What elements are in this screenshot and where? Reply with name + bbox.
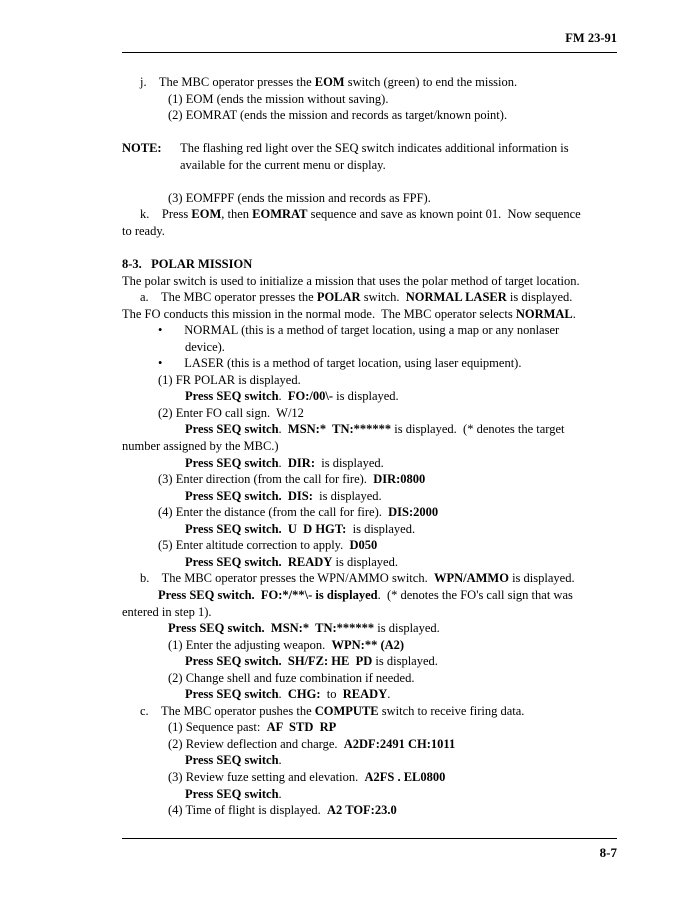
- text-run: is displayed. (* denotes the target: [391, 422, 565, 437]
- blank-line: [122, 173, 617, 190]
- text-run: .: [278, 786, 282, 801]
- document-line: [122, 736, 617, 753]
- text-run: • LASER (this is a method of target location, using laser equipment).: [158, 356, 522, 371]
- header-doc-number: FM 23-91: [565, 31, 617, 45]
- document-line: [122, 405, 617, 422]
- document-line: [122, 686, 617, 703]
- document-line: [122, 388, 617, 405]
- text-run-bold: POLAR: [316, 290, 361, 305]
- text-run: (3) EOMFPF (ends the mission and records as FPF).: [168, 190, 431, 205]
- document-line: [122, 339, 617, 356]
- text-run-bold: EOM: [314, 75, 345, 89]
- text-run-bold: MSN:* TN:******: [287, 422, 392, 437]
- text-run-bold: D050: [349, 538, 378, 553]
- document-line: [122, 74, 617, 91]
- text-run-bold: Press SEQ switch. MSN:* TN:******: [168, 621, 375, 636]
- text-run: is displayed.: [506, 290, 573, 305]
- document-line: [122, 719, 617, 736]
- text-run-bold: Press SEQ switch: [185, 753, 279, 768]
- text-run-bold: Press SEQ switch: [185, 687, 279, 702]
- text-run: switch.: [360, 290, 406, 305]
- document-line: [122, 570, 617, 587]
- document-line: [122, 91, 617, 108]
- document-line: [122, 140, 617, 157]
- text-run: . (* denotes the FO's call sign that was: [377, 587, 573, 602]
- document-line: [122, 703, 617, 720]
- document-line: [122, 372, 617, 389]
- text-run-bold: WPN/AMMO: [433, 571, 509, 586]
- text-run: (2) Change shell and fuze combination if needed.: [168, 670, 415, 685]
- text-run: available for the current menu or display.: [180, 157, 386, 172]
- document-line: [122, 637, 617, 654]
- text-run: .: [278, 455, 288, 470]
- text-run: (4) Time of flight is displayed.: [168, 803, 328, 818]
- text-run: (5) Enter altitude correction to apply.: [158, 538, 350, 553]
- text-run-bold: CHG:: [287, 687, 321, 702]
- text-run-bold: Press SEQ switch. SH/FZ: HE PD: [185, 654, 373, 669]
- text-run: number assigned by the MBC.): [122, 439, 279, 454]
- text-run: (3) Enter direction (from the call for fire).: [158, 472, 374, 487]
- document-line: [122, 322, 617, 339]
- text-run-bold: DIR:: [287, 455, 315, 470]
- text-run: .: [278, 389, 288, 404]
- text-run-bold: READY: [342, 687, 388, 702]
- text-run-bold: Press SEQ switch: [185, 455, 279, 470]
- document-line: [122, 604, 617, 621]
- text-run: is displayed.: [372, 654, 438, 669]
- blank-line: [122, 124, 617, 141]
- text-run-bold: COMPUTE: [314, 703, 379, 718]
- text-run: a. The MBC operator presses the: [140, 290, 317, 305]
- text-run-bold: FO:/00\-: [287, 389, 334, 404]
- document-body: [122, 74, 617, 819]
- text-run: is displayed.: [346, 521, 416, 536]
- text-run: to: [320, 687, 343, 702]
- text-run: , then: [221, 207, 253, 222]
- document-line: [122, 488, 617, 505]
- text-run: c. The MBC operator pushes the: [140, 703, 315, 718]
- text-run-bold: NORMAL: [515, 306, 573, 321]
- document-line: [122, 206, 617, 223]
- text-run: (1) Enter the adjusting weapon.: [168, 637, 332, 652]
- document-line: [122, 273, 617, 290]
- text-run: to ready.: [122, 223, 165, 238]
- text-run: The FO conducts this mission in the normal mode. The MBC operator selects: [122, 306, 516, 321]
- text-run: switch to receive firing data.: [378, 703, 525, 718]
- blank-line: [122, 239, 617, 256]
- text-run: (1) FR POLAR is displayed.: [158, 372, 301, 387]
- text-run-bold: DIR:0800: [373, 472, 426, 487]
- text-run-bold: EOM: [191, 207, 222, 222]
- document-line: [122, 670, 617, 687]
- text-run-bold: Press SEQ switch. READY: [185, 554, 333, 569]
- document-line: [122, 653, 617, 670]
- text-run: device).: [185, 339, 225, 354]
- document-line: [122, 289, 617, 306]
- text-run-bold: Press SEQ switch. FO:*/**\- is displayed: [158, 587, 378, 602]
- document-line: [122, 504, 617, 521]
- text-run: (4) Enter the distance (from the call for fire).: [158, 505, 389, 520]
- text-run: (3) Review fuze setting and elevation.: [168, 769, 365, 784]
- text-run: is displayed.: [315, 455, 384, 470]
- text-run-bold: NOTE:: [122, 141, 162, 156]
- text-run: (1) Sequence past:: [168, 720, 267, 735]
- text-run: entered in step 1).: [122, 604, 212, 619]
- document-line: [122, 752, 617, 769]
- document-line: [122, 107, 617, 124]
- document-line: [122, 223, 617, 240]
- document-line: [122, 306, 617, 323]
- text-run: .: [387, 687, 391, 702]
- text-run: switch (green) to end the mission.: [344, 75, 518, 89]
- text-run-bold: A2 TOF:23.0: [327, 803, 397, 818]
- header-rule: [122, 52, 617, 53]
- text-run: is displayed.: [312, 488, 382, 503]
- text-run: The flashing red light over the SEQ switch indicates additional information is: [161, 141, 569, 156]
- document-line: [122, 521, 617, 538]
- page-header: [122, 31, 617, 46]
- document-line: [122, 455, 617, 472]
- document-line: [122, 587, 617, 604]
- text-run: .: [278, 753, 282, 768]
- footer-page-number: 8-7: [599, 845, 617, 860]
- text-run-bold: DIS:2000: [388, 505, 439, 520]
- document-line: [122, 620, 617, 637]
- text-run: .: [572, 306, 576, 321]
- document-line: [122, 537, 617, 554]
- text-run-bold: WPN:** (A2): [331, 637, 405, 652]
- text-run-bold: Press SEQ switch. DIS:: [185, 488, 313, 503]
- document-line: [122, 355, 617, 372]
- text-run-bold: Press SEQ switch. U D HGT:: [185, 521, 347, 536]
- document-line: [122, 438, 617, 455]
- text-run: is displayed.: [508, 571, 575, 586]
- text-run-bold: A2FS . EL0800: [364, 769, 446, 784]
- text-run: (1) EOM (ends the mission without saving).: [168, 91, 389, 106]
- text-run: b. The MBC operator presses the WPN/AMMO switch.: [140, 571, 434, 586]
- text-run: is displayed.: [333, 389, 399, 404]
- text-run: (2) EOMRAT (ends the mission and records as target/known point).: [168, 108, 508, 123]
- text-run-bold: Press SEQ switch: [185, 786, 279, 801]
- document-line: [122, 786, 617, 803]
- document-line: [122, 421, 617, 438]
- text-run: is displayed.: [332, 554, 398, 569]
- document-line: [122, 190, 617, 207]
- document-line: [122, 157, 617, 174]
- text-run: • NORMAL (this is a method of target location, using a map or any nonlaser: [158, 323, 560, 338]
- text-run: sequence and save as known point 01. Now sequence: [307, 207, 581, 222]
- text-run-bold: 8-3. POLAR MISSION: [122, 257, 253, 272]
- footer-rule: [122, 838, 617, 839]
- text-run: is displayed.: [374, 621, 440, 636]
- text-run: (2) Review deflection and charge.: [168, 736, 344, 751]
- text-run-bold: Press SEQ switch: [185, 422, 279, 437]
- text-run: j. The MBC operator presses the: [140, 75, 315, 89]
- text-run: .: [278, 422, 288, 437]
- document-line: [122, 554, 617, 571]
- text-run-bold: EOMRAT: [252, 207, 308, 222]
- text-run-bold: Press SEQ switch: [185, 389, 279, 404]
- text-run: The polar switch is used to initialize a mission that uses the polar method of target location.: [122, 273, 580, 288]
- text-run-bold: A2DF:2491 CH:1011: [343, 736, 456, 751]
- page-footer: [122, 845, 617, 861]
- document-line: [122, 802, 617, 819]
- text-run-bold: NORMAL LASER: [405, 290, 507, 305]
- document-line: [122, 471, 617, 488]
- document-line: [122, 256, 617, 273]
- text-run: k. Press: [140, 207, 192, 222]
- text-run: .: [278, 687, 288, 702]
- text-run-bold: AF STD RP: [266, 720, 337, 735]
- text-run: (2) Enter FO call sign. W/12: [158, 405, 304, 420]
- document-line: [122, 769, 617, 786]
